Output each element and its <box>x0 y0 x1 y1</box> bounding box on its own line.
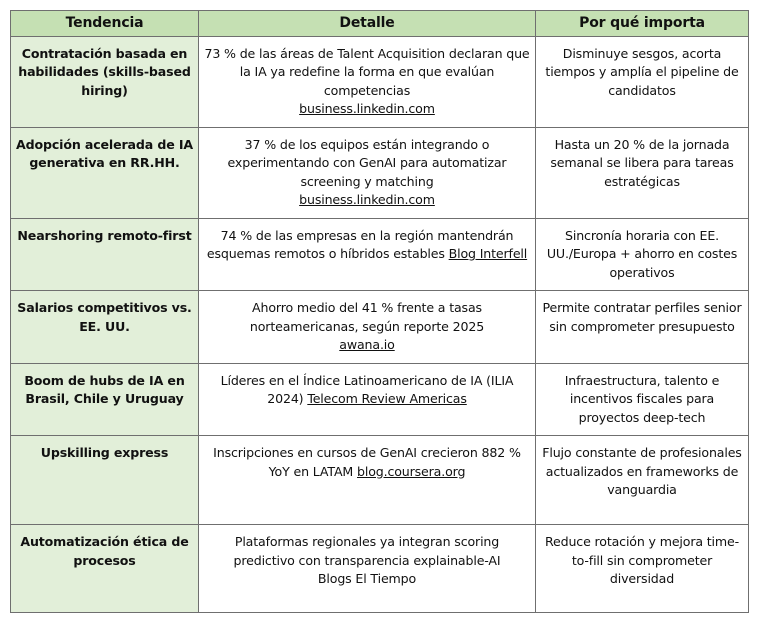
detail-text: 73 % de las áreas de Talent Acquisition declaran que la IA ya redefine la forma en que evalúan competencias <box>204 45 530 98</box>
detail-text: Inscripciones en cursos de GenAI crecieron 882 % YoY en LATAM <box>213 445 521 479</box>
trend-cell: Automatización ética de procesos <box>11 525 199 613</box>
why-cell: Flujo constante de profesionales actualizados en frameworks de vanguardia <box>536 436 749 525</box>
detail-text: 37 % de los equipos están integrando o experimentando con GenAI para automatizar screening y matching <box>227 136 507 189</box>
table-row <box>11 36 749 127</box>
table-header-row <box>11 11 749 37</box>
detail-text: 74 % de las empresas en la región mantendrán esquemas remotos o híbridos estables <box>206 227 514 261</box>
detail-cell <box>199 127 536 218</box>
why-cell: Reduce rotación y mejora time-to-fill sin comprometer diversidad <box>536 525 749 613</box>
trend-cell: Salarios competitivos vs. EE. UU. <box>11 291 199 364</box>
source-link[interactable]: awana.io <box>339 337 395 352</box>
source-link[interactable]: business.linkedin.com <box>299 192 435 207</box>
detail-cell <box>199 363 536 436</box>
trend-cell: Nearshoring remoto-first <box>11 218 199 291</box>
detail-cell <box>199 291 536 364</box>
header-tendencia: Tendencia <box>11 11 199 37</box>
detail-cell <box>199 36 536 127</box>
table-row <box>11 291 749 364</box>
detail-text: Plataformas regionales ya integran scoring predictivo con transparencia explainable-AI <box>233 534 501 568</box>
header-detalle: Detalle <box>199 11 536 37</box>
why-cell: Sincronía horaria con EE. UU./Europa + ahorro en costes operativos <box>536 218 749 291</box>
header-por-que-importa: Por qué importa <box>536 11 749 37</box>
why-cell: Hasta un 20 % de la jornada semanal se libera para tareas estratégicas <box>536 127 749 218</box>
why-cell: Permite contratar perfiles senior sin comprometer presupuesto <box>536 291 749 364</box>
trend-cell: Contratación basada en habilidades (skills-based hiring) <box>11 36 199 127</box>
trend-cell: Adopción acelerada de IA generativa en RR.HH. <box>11 127 199 218</box>
trend-cell: Upskilling express <box>11 436 199 525</box>
source-link[interactable]: Telecom Review Americas <box>307 391 467 406</box>
detail-cell <box>199 218 536 291</box>
why-cell: Disminuye sesgos, acorta tiempos y amplía el pipeline de candidatos <box>536 36 749 127</box>
trend-cell: Boom de hubs de IA en Brasil, Chile y Uruguay <box>11 363 199 436</box>
source-text: Blogs El Tiempo <box>317 571 417 586</box>
detail-cell <box>199 525 536 613</box>
source-link[interactable]: Blog Interfell <box>448 246 528 261</box>
detail-text: Líderes en el Índice Latinoamericano de IA (ILIA 2024) <box>220 372 514 406</box>
source-link[interactable]: blog.coursera.org <box>357 463 466 479</box>
table-row <box>11 525 749 613</box>
table-row <box>11 218 749 291</box>
source-link[interactable]: business.linkedin.com <box>299 101 435 116</box>
detail-text: Ahorro medio del 41 % frente a tasas norteamericanas, según reporte 2025 <box>249 300 485 334</box>
trends-table <box>10 10 749 613</box>
table-row <box>11 127 749 218</box>
table-row <box>11 436 749 525</box>
detail-cell <box>199 436 536 525</box>
table-row <box>11 363 749 436</box>
why-cell: Infraestructura, talento e incentivos fiscales para proyectos deep-tech <box>536 363 749 436</box>
